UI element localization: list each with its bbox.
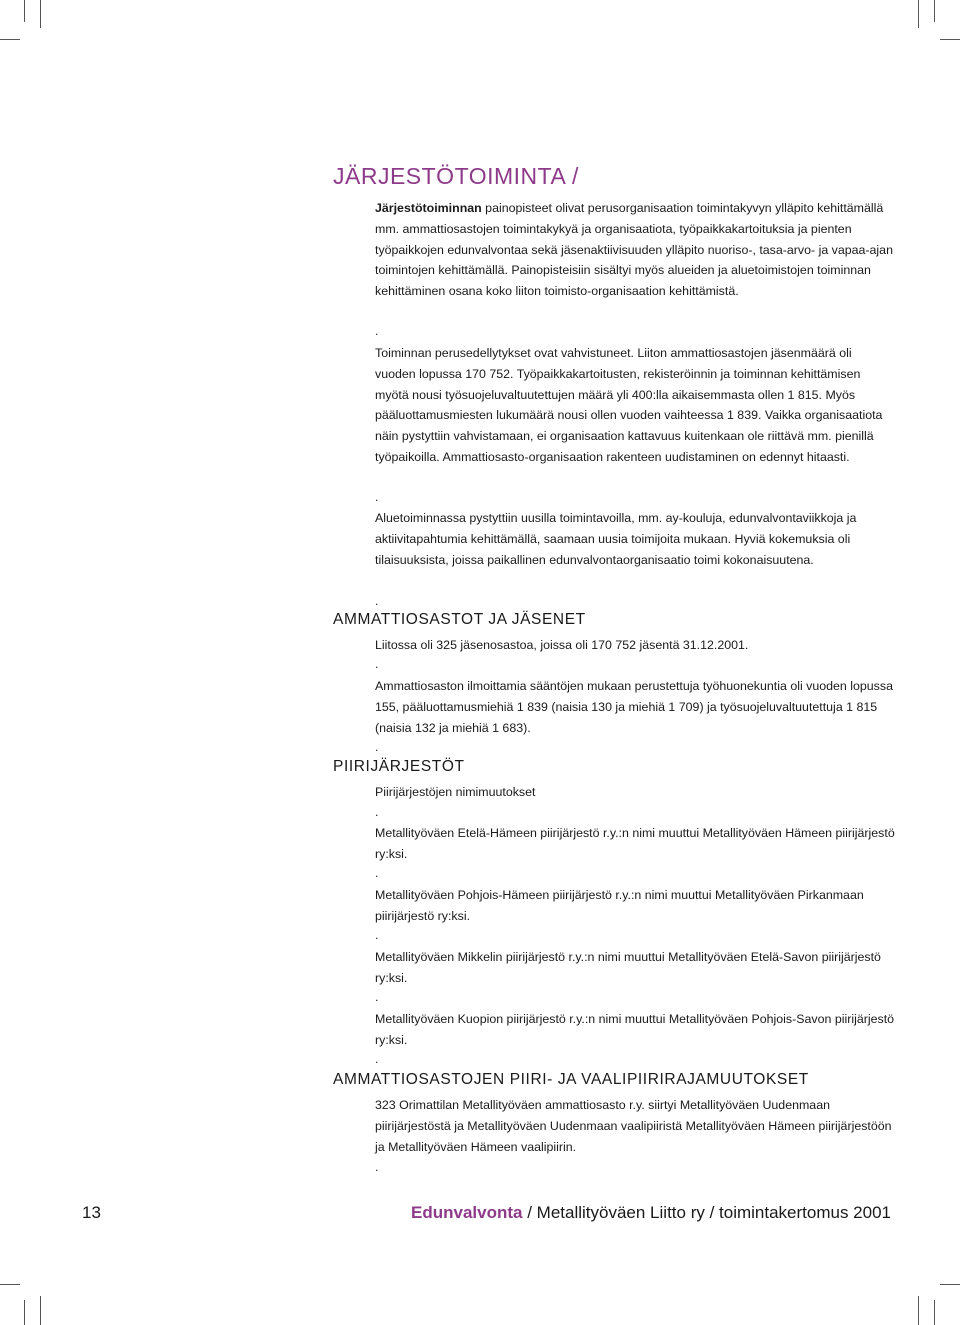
separator-dot: . — [375, 740, 379, 754]
boundary-changes-paragraph: 323 Orimattilan Metallityöväen ammattiosasto r.y. siirtyi Metallityöväen Uudenmaan piirijärjestöstä ja Metallityöväen Uudenmaan vaalipiiristä Metallityöväen Hämeen piirijärjestöön ja Metallityöväen Hämeen vaalipiirin. — [375, 1098, 892, 1154]
page-number: 13 — [82, 1203, 101, 1222]
crop-mark — [0, 1284, 20, 1285]
crop-mark — [934, 1300, 935, 1325]
separator-dot: . — [375, 990, 379, 1004]
separator-dot: . — [375, 657, 379, 671]
district-rename-item: Metallityöväen Pohjois-Hämeen piirijärjestö r.y.:n nimi muuttui Metallityöväen Pirkanmaan piirijärjestö ry:ksi. — [375, 888, 864, 923]
separator-dot: . — [375, 928, 379, 942]
intro-paragraph-1 — [375, 198, 895, 302]
page-title: JÄRJESTÖTOIMINTA / — [333, 163, 579, 189]
district-rename-item: Metallityöväen Mikkelin piirijärjestö r.y.:n nimi muuttui Metallityöväen Etelä-Savon piirijärjestö ry:ksi. — [375, 950, 881, 985]
footer-caption — [411, 1203, 891, 1223]
intro-paragraph-2: Toiminnan perusedellytykset ovat vahvistuneet. Liiton ammattiosastojen jäsenmäärä oli vuoden lopussa 170 752. Työpaikkakartoitusten, rekisteröinnin ja toiminnan kehittämisen myötä nousi työsuojeluvaltuutettujen määrä yli 400:lla aikaisemmasta ollen 1 815. Myös pääluottamusmiesten lukumäärä nousi ollen vuoden vaihteessa 1 839. Vaikka organisaatiota näin pystyttiin vahvistamaan, ei organisaation kattavuus kuitenkaan ole riittävä mm. pienillä työpaikoilla. Ammattiosasto-organisaation rakenteen uudistaminen on edennyt hitaasti. — [375, 346, 883, 464]
crop-mark — [934, 0, 935, 22]
footer-text: / Metallityöväen Liitto ry / toimintakertomus 2001 — [522, 1203, 891, 1222]
separator-dot: . — [375, 1052, 379, 1066]
crop-mark — [40, 1296, 41, 1325]
intro-lead-word: Järjestötoiminnan — [375, 201, 482, 215]
members-paragraph-1: Liitossa oli 325 jäsenosastoa, joissa oli 170 752 jäsentä 31.12.2001. — [375, 638, 749, 652]
intro-paragraph-1-text: painopisteet olivat perusorganisaation toimintakyvyn ylläpito kehittämällä mm. ammattiosastojen toimintakykyä ja organisaatiota, työpaikkakartoituksia ja pienten työpaikkojen edunvalvontaa sekä jäsenaktiivisuuden ylläpito nuoriso-, tasa-arvo- ja vapaa-ajan toimintojen kehittämällä. Painopisteisiin sisältyi myös alueiden ja aluetoimistojen toiminnan kehittäminen osana koko liiton toimisto-organisaation kehittämistä. — [375, 201, 893, 299]
section-title-boundary-changes: AMMATTIOSASTOJEN PIIRI- JA VAALIPIIRIRAJAMUUTOKSET — [333, 1071, 809, 1088]
crop-mark — [940, 1284, 960, 1285]
section-title-members: AMMATTIOSASTOT JA JÄSENET — [333, 611, 586, 628]
crop-mark — [940, 39, 960, 40]
separator-dot: . — [375, 866, 379, 880]
section-title-districts: PIIRIJÄRJESTÖT — [333, 758, 465, 775]
crop-mark — [918, 0, 919, 28]
members-paragraph-2: Ammattiosaston ilmoittamia sääntöjen mukaan perustettuja työhuonekuntia oli vuoden lopussa 155, pääluottamusmiehiä 1 839 (naisia 130 ja miehiä 1 709) ja työsuojeluvaltuutettuja 1 815 (naisia 132 ja miehiä 1 683). — [375, 679, 893, 735]
intro-paragraph-3: Aluetoiminnassa pystyttiin uusilla toimintavoilla, mm. ay-kouluja, edunvalvontaviikkoja ja aktiivitapahtumia kehittämällä, saamaan uusia toimijoita mukaan. Hyviä kokemuksia oli tilaisuuksista, joissa paikallinen edunvalvontaorganisaatio toimi kokonaisuutena. — [375, 511, 857, 567]
separator-dot: . — [375, 490, 379, 504]
separator-dot: . — [375, 805, 379, 819]
crop-mark — [24, 1300, 25, 1325]
districts-subheading: Piirijärjestöjen nimimuutokset — [375, 785, 536, 799]
separator-dot: . — [375, 594, 379, 608]
crop-mark — [0, 39, 20, 40]
district-rename-item: Metallityöväen Etelä-Hämeen piirijärjestö r.y.:n nimi muuttui Metallityöväen Hämeen piirijärjestö ry:ksi. — [375, 826, 895, 861]
crop-mark — [24, 0, 25, 22]
separator-dot: . — [375, 324, 379, 338]
separator-dot: . — [375, 1160, 379, 1174]
crop-mark — [40, 0, 41, 28]
crop-mark — [918, 1296, 919, 1325]
district-rename-item: Metallityöväen Kuopion piirijärjestö r.y.:n nimi muuttui Metallityöväen Pohjois-Savon piirijärjestö ry:ksi. — [375, 1012, 895, 1047]
footer-brand: Edunvalvonta — [411, 1203, 523, 1222]
